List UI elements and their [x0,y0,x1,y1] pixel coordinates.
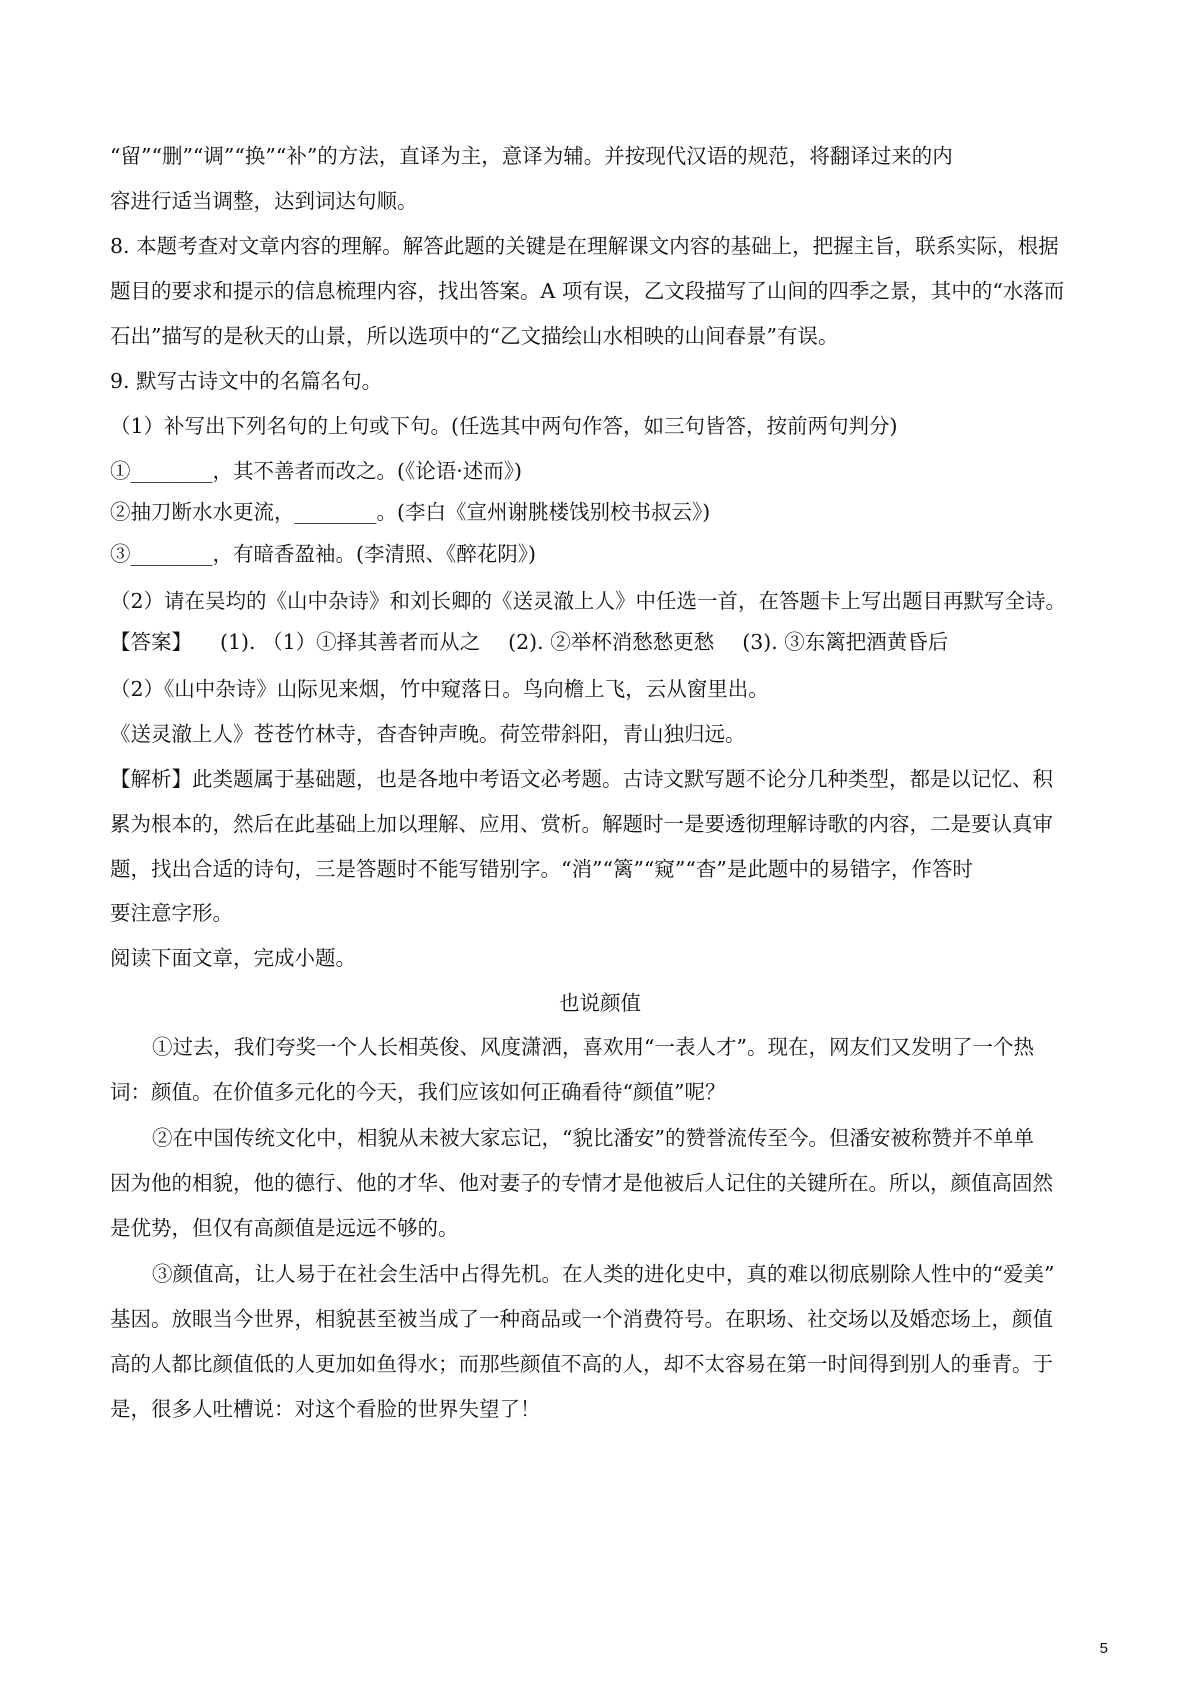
article-paragraph-line: 是，很多人吐槽说：对这个看脸的世界失望了！ [110,1397,541,1421]
article-paragraph-line: 词：颜值。在价值多元化的今天，我们应该如何正确看待“颜值”呢？ [110,1080,726,1104]
text-line: 《送灵澈上人》苍苍竹林寺，杳杳钟声晚。荷笠带斜阳，青山独归远。 [110,722,746,746]
analysis-line: 题，找出合适的诗句，三是答题时不能写错别字。“消”“篱”“窥”“杳”是此题中的易错字，作答时 [110,857,973,881]
article-paragraph-line: 基因。放眼当今世界，相貌甚至被当成了一种商品或一个消费符号。在职场、社交场以及婚恋场上，颜值 [110,1307,1053,1331]
analysis-line: 【解析】此类题属于基础题，也是各地中考语文必考题。古诗文默写题不论分几种类型，都是以记忆、积 [110,767,1053,791]
question-9-heading: 9. 默写古诗文中的名篇名句。 [110,369,383,393]
blank-item-2: ②抽刀断水水更流，________。(李白《宣州谢朓楼饯别校书叔云》) [110,500,711,524]
text-line: “留”“删”“调”“换”“补”的方法，直译为主，意译为辅。并按现代汉语的规范，将翻译过来的内 [110,144,953,168]
text-line: （1）补写出下列名句的上句或下句。(任选其中两句作答，如三句皆答，按前两句判分) [110,414,898,438]
text-line: 8. 本题考查对文章内容的理解。解答此题的关键是在理解课文内容的基础上，把握主旨，联系实际，根据 [110,234,1059,258]
blank-item-3: ③________，有暗香盈袖。(李清照、《醉花阴》) [110,542,536,566]
article-title: 也说颜值 [559,991,641,1015]
answer-line [110,627,1090,657]
blank-item-1: ①________，其不善者而改之。(《论语·述而》) [110,459,523,483]
text-line: （2）请在吴均的《山中杂诗》和刘长卿的《送灵澈上人》中任选一首，在答题卡上写出题目再默写全诗。 [110,589,1067,613]
text-line: 题目的要求和提示的信息梳理内容，找出答案。A 项有误，乙文段描写了山间的四季之景，其中的“水落而 [110,279,1065,303]
page-number: 5 [1099,1640,1108,1657]
article-paragraph-line: ③颜值高，让人易于在社会生活中占得先机。在人类的进化史中，真的难以彻底剔除人性中的“爱美” [152,1262,1055,1286]
analysis-line: 要注意字形。 [110,901,233,925]
article-paragraph-line: 是优势，但仅有高颜值是远远不够的。 [110,1216,459,1240]
article-paragraph-line: 因为他的相貌，他的德行、他的才华、他对妻子的专情才是他被后人记住的关键所在。所以，颜值高固然 [110,1171,1053,1195]
analysis-line: 累为根本的，然后在此基础上加以理解、应用、赏析。解题时一是要透彻理解诗歌的内容，二是要认真审 [110,812,1053,836]
text-line: 石出”描写的是秋天的山景，所以选项中的“乙文描绘山水相映的山间春景”有误。 [110,324,839,348]
answer-item-1: (1). （1）①择其善者而从之 [220,630,481,654]
answer-item-2: (2). ②举杯消愁愁更愁 [508,630,715,654]
answer-label: 【答案】 [110,630,192,654]
article-paragraph-line: ①过去，我们夸奖一个人长相英俊、风度潇洒，喜欢用“一表人才”。现在，网友们又发明了一个热 [152,1035,1034,1059]
reading-instruction: 阅读下面文章，完成小题。 [110,946,356,970]
text-line: 容进行适当调整，达到词达句顺。 [110,189,418,213]
answer-item-3: (3). ③东篱把酒黄昏后 [742,630,949,654]
article-paragraph-line: 高的人都比颜值低的人更加如鱼得水；而那些颜值不高的人，却不太容易在第一时间得到别人的垂青。于 [110,1352,1053,1376]
text-line: （2）《山中杂诗》山际见来烟，竹中窥落日。鸟向檐上飞，云从窗里出。 [110,677,769,701]
article-paragraph-line: ②在中国传统文化中，相貌从未被大家忘记，“貌比潘安”的赞誉流传至今。但潘安被称赞并不单单 [152,1126,1034,1150]
